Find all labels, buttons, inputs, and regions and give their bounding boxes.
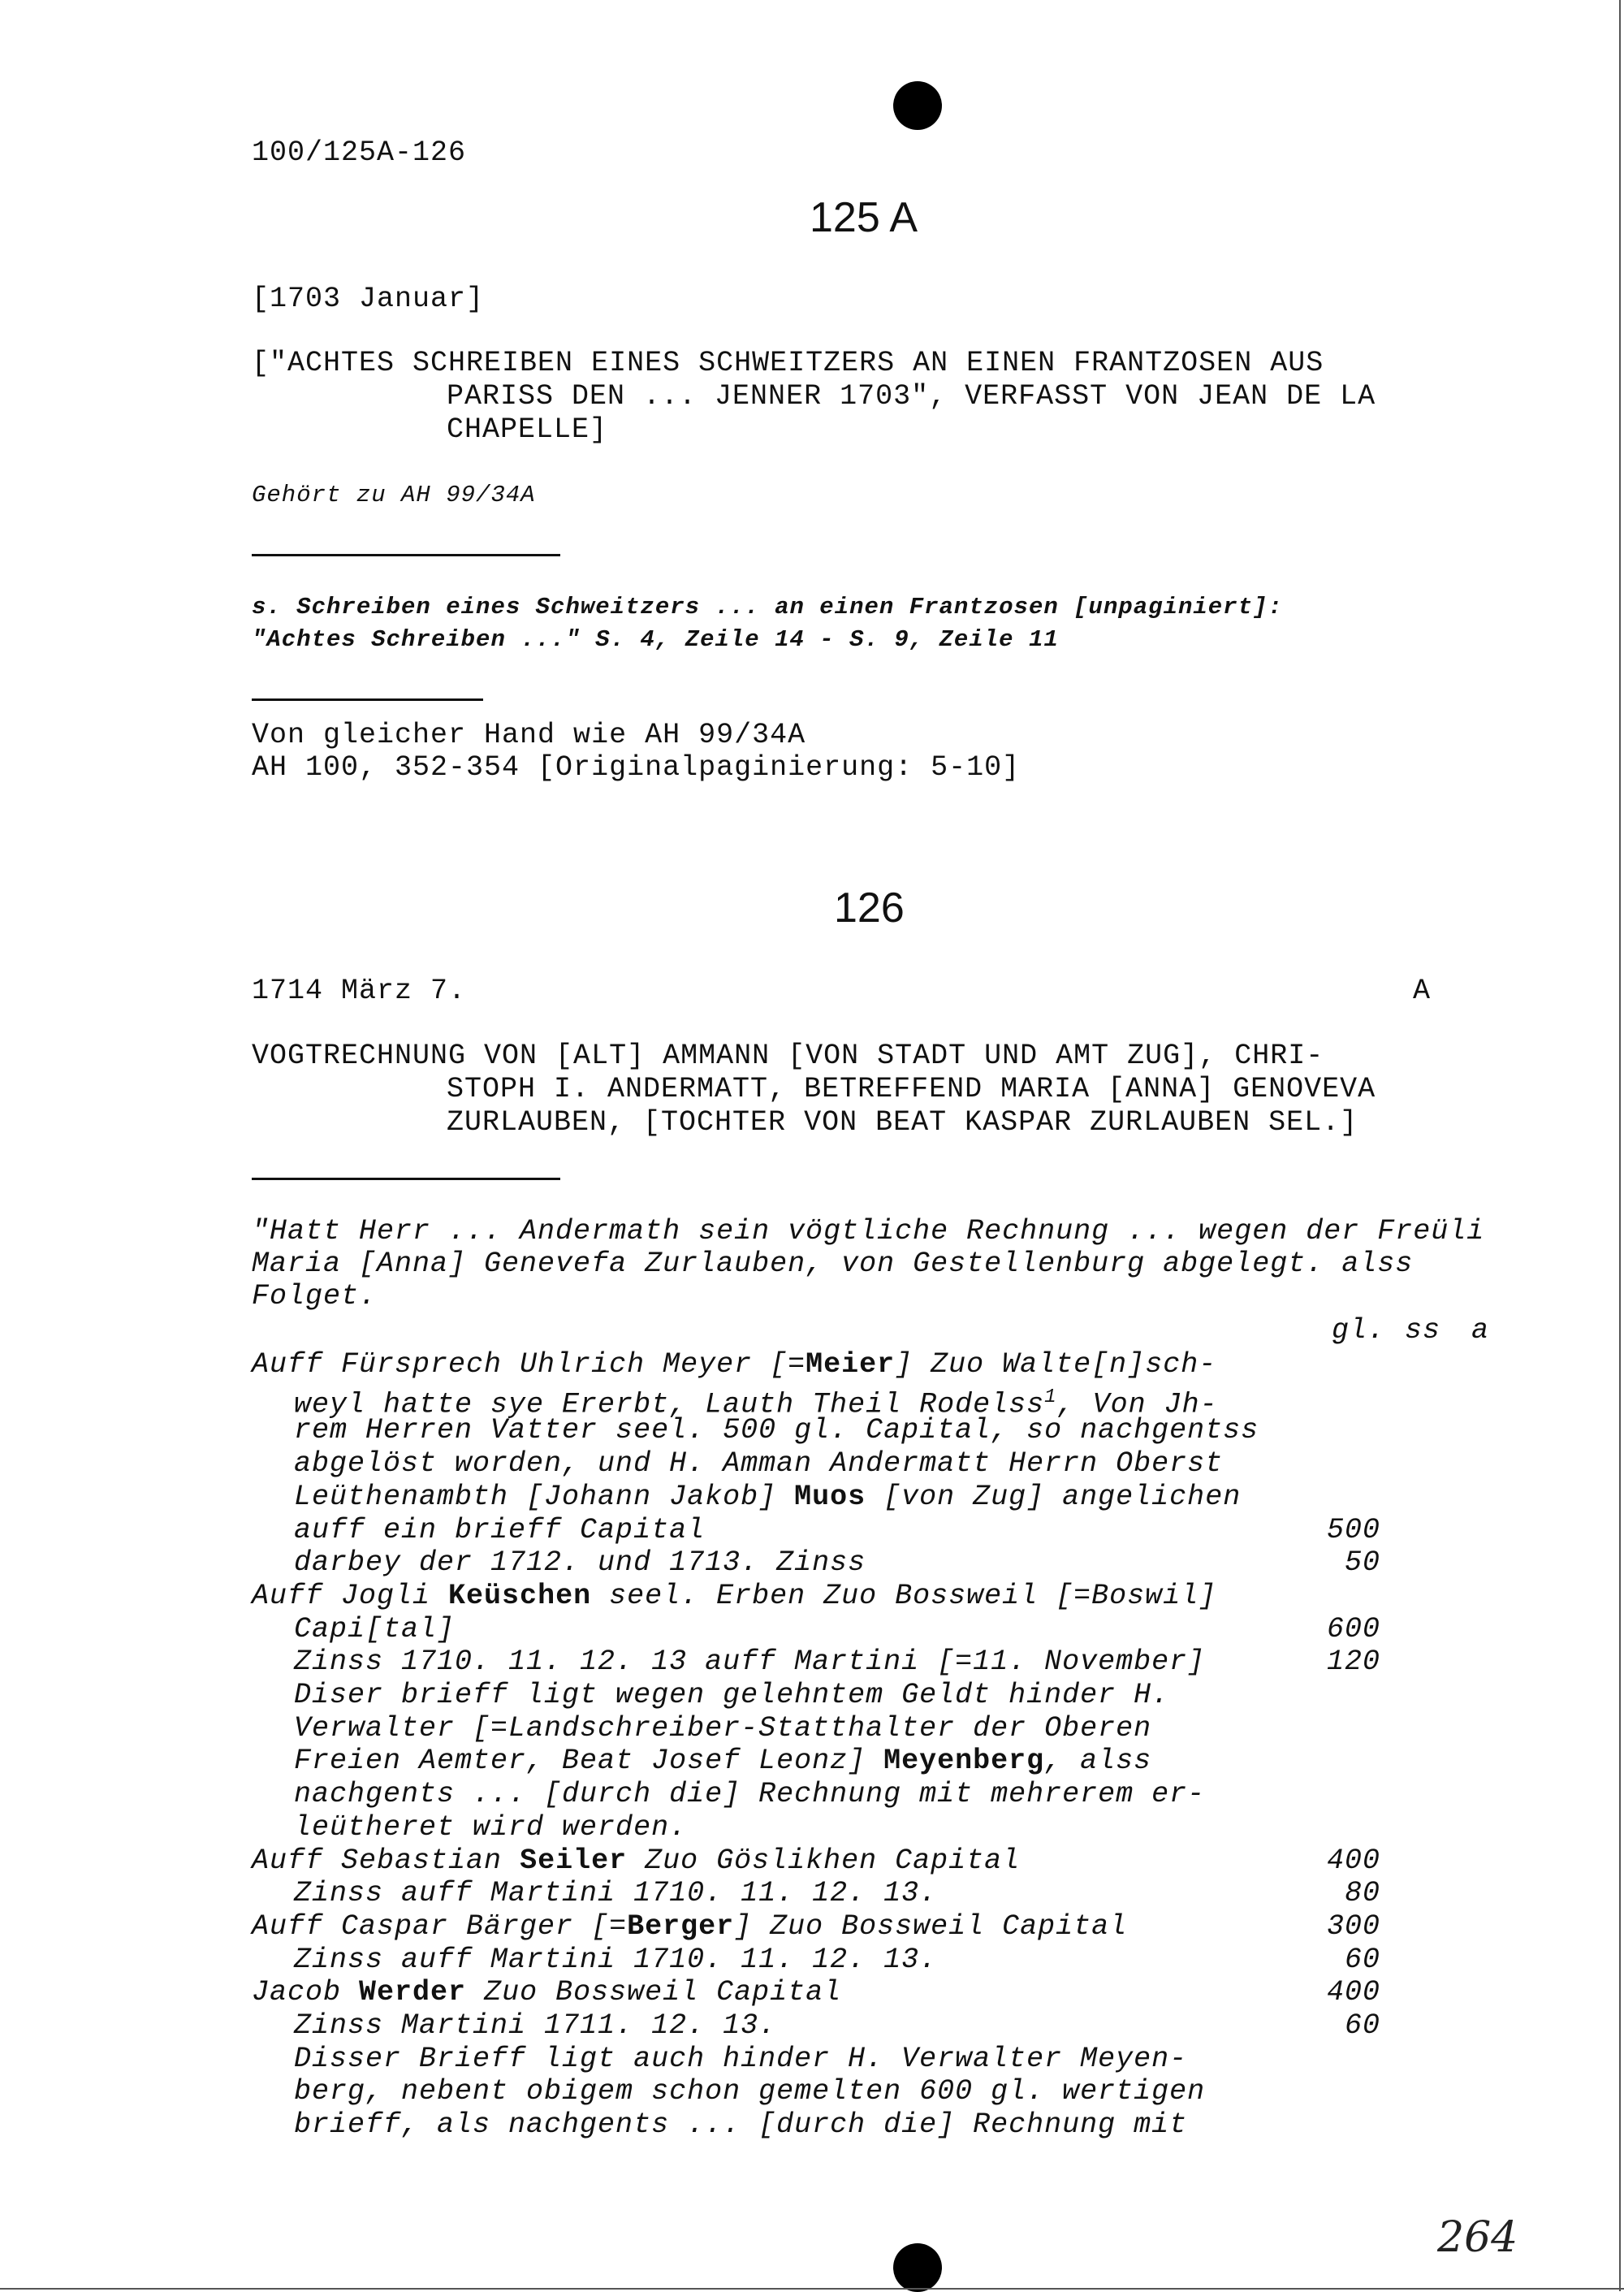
- section-125a-title-line-1: ["ACHTES SCHREIBEN EINES SCHWEITZERS AN EINEN FRANTZOSEN AUS: [252, 347, 1324, 379]
- entry-amount: 400: [1326, 1844, 1380, 1877]
- entry-text: Zinss auff Martini 1710. 11. 12. 13.: [294, 1944, 938, 1976]
- entry-text-after: ] Zuo Walte[n]sch-: [895, 1348, 1217, 1381]
- entry-line: [252, 1910, 1127, 1943]
- section-126-intro-line-1: "Hatt Herr ... Andermath sein vögtliche Rechnung ... wegen der Freüli: [252, 1215, 1485, 1248]
- entry-line: [294, 1546, 866, 1579]
- section-125a-source-line-2: AH 100, 352-354 [Originalpaginierung: 5-10]: [252, 751, 1021, 784]
- entry-line: [294, 1481, 1241, 1513]
- entry-text: darbey der 1712. und 1713. Zinss: [294, 1546, 866, 1579]
- entry-line: [294, 1645, 1205, 1678]
- entry-amount: 120: [1326, 1645, 1380, 1678]
- section-125a-belongs-to: Gehört zu AH 99/34A: [252, 482, 536, 508]
- section-126-title-line-1: VOGTRECHNUNG VON [ALT] AMMANN [VON STADT UND AMT ZUG], CHRI-: [252, 1040, 1324, 1072]
- entry-text: Zinss 1710. 11. 12. 13 auff Martini [=11. November]: [294, 1645, 1206, 1678]
- entry-line: [294, 1679, 1169, 1711]
- section-125a-heading: 125 A: [810, 194, 918, 241]
- divider-rule: [252, 554, 560, 556]
- entry-text-after: Zuo Göslikhen Capital: [627, 1844, 1021, 1877]
- punch-hole-top: [893, 81, 942, 130]
- entry-line: [252, 1844, 1020, 1877]
- section-125a-note-line-2: "Achtes Schreiben ..." S. 4, Zeile 14 - S. 9, Zeile 11: [252, 626, 1059, 653]
- entry-text: nachgents ... [durch die] Rechnung mit mehrerem er-: [294, 1778, 1206, 1810]
- column-header-gl: gl.: [1332, 1314, 1386, 1347]
- entry-text: Capi[tal]: [294, 1613, 456, 1645]
- entry-text-after: Zuo Bossweil Capital: [466, 1976, 842, 2009]
- entry-text: Auff Sebastian: [252, 1844, 520, 1877]
- entry-line: [294, 1447, 1223, 1480]
- entry-line: [294, 1414, 1259, 1447]
- entry-text: rem Herren Vatter seel. 500 gl. Capital, so nachgentss: [294, 1414, 1259, 1447]
- entry-line: [294, 2043, 1187, 2075]
- entry-line: [252, 1976, 841, 2009]
- entry-amount: 600: [1326, 1613, 1380, 1645]
- entry-text: Auff Jogli: [252, 1580, 449, 1612]
- entry-line: [252, 1580, 1216, 1612]
- entry-line: [294, 2075, 1205, 2108]
- entry-line: [294, 1712, 1151, 1745]
- section-125a-source-line-1: Von gleicher Hand wie AH 99/34A: [252, 719, 806, 751]
- section-125a-note-line-1: s. Schreiben eines Schweitzers ... an einen Frantzosen [unpaginiert]:: [252, 594, 1283, 621]
- entry-text: leütheret wird werden.: [294, 1811, 688, 1844]
- section-125a-title-line-2: PARISS DEN ... JENNER 1703", VERFASST VON JEAN DE LA: [447, 380, 1376, 413]
- entry-line: [294, 1944, 937, 1976]
- handwritten-page-number: 264: [1437, 2213, 1518, 2262]
- entry-text: Freien Aemter, Beat Josef Leonz]: [294, 1745, 884, 1777]
- entry-text-after: [von Zug] angelichen: [866, 1481, 1242, 1513]
- entry-text: Zinss auff Martini 1710. 11. 12. 13.: [294, 1877, 938, 1909]
- entry-text: auff ein brieff Capital: [294, 1514, 706, 1546]
- entry-text: Verwalter [=Landschreiber-Statthalter der Oberen: [294, 1712, 1152, 1745]
- entry-amount: 50: [1344, 1546, 1380, 1579]
- entry-text: berg, nebent obigem schon gemelten 600 gl. wertigen: [294, 2075, 1206, 2108]
- entry-name-bold: Werder: [359, 1976, 467, 2009]
- entry-text-after: , Von Jh-: [1056, 1388, 1218, 1421]
- entry-text: Leüthenambth [Johann Jakob]: [294, 1481, 795, 1513]
- bottom-edge-line: [0, 2288, 1624, 2290]
- entry-name-bold: Seiler: [520, 1844, 628, 1877]
- entry-line: [294, 1514, 705, 1546]
- entry-name-bold: Muos: [794, 1481, 866, 1513]
- entry-amount: 400: [1326, 1976, 1380, 2009]
- divider-rule: [252, 1178, 560, 1180]
- entry-amount: 60: [1344, 1944, 1380, 1976]
- entry-name-bold: Meier: [806, 1348, 896, 1381]
- entry-amount: 60: [1344, 2009, 1380, 2042]
- entry-text-after: ] Zuo Bossweil Capital: [734, 1910, 1128, 1943]
- entry-line: [294, 1613, 455, 1645]
- section-126-title-line-2: STOPH I. ANDERMATT, BETREFFEND MARIA [ANNA] GENOVEVA: [447, 1073, 1376, 1105]
- entry-text: Diser brieff ligt wegen gelehntem Geldt hinder H.: [294, 1679, 1170, 1711]
- entry-text-after: , alss: [1044, 1745, 1152, 1777]
- entry-line: [294, 2009, 776, 2042]
- right-edge-line: [1619, 0, 1621, 2291]
- entry-text: weyl hatte sye Ererbt, Lauth Theil Rodelss: [294, 1388, 1045, 1421]
- entry-text: Disser Brieff ligt auch hinder H. Verwalter Meyen-: [294, 2043, 1188, 2075]
- section-126-heading: 126: [834, 884, 905, 932]
- entry-amount: 500: [1326, 1514, 1380, 1546]
- entry-text: Zinss Martini 1711. 12. 13.: [294, 2009, 777, 2042]
- section-125a-title-line-3: CHAPELLE]: [447, 413, 608, 446]
- section-125a-date: [1703 Januar]: [252, 283, 485, 315]
- entry-text: Auff Fürsprech Uhlrich Meyer [=: [252, 1348, 806, 1381]
- entry-text: abgelöst worden, und H. Amman Andermatt Herrn Oberst: [294, 1447, 1224, 1480]
- column-header-ss: ss: [1405, 1314, 1441, 1347]
- entry-line: [294, 1778, 1205, 1810]
- section-126-intro-line-3: Folget.: [252, 1280, 378, 1312]
- punch-hole-bottom: [893, 2243, 942, 2292]
- entry-name-bold: Keüschen: [448, 1580, 592, 1612]
- column-header-a: a: [1471, 1314, 1490, 1347]
- entry-line: [294, 1877, 937, 1909]
- divider-rule: [252, 698, 483, 701]
- entry-amount: 300: [1326, 1910, 1380, 1943]
- entry-line: [294, 2108, 1187, 2141]
- entry-name-bold: Berger: [627, 1910, 735, 1943]
- entry-line: [252, 1348, 1216, 1381]
- entry-text: Auff Caspar Bärger [=: [252, 1910, 628, 1943]
- entry-amount: 80: [1344, 1877, 1380, 1909]
- reference-number: 100/125A-126: [252, 136, 467, 169]
- section-126-letter: A: [1413, 975, 1432, 1007]
- section-126-intro-line-2: Maria [Anna] Genevefa Zurlauben, von Gestellenburg abgelegt. alss: [252, 1248, 1414, 1280]
- entry-line: [294, 1811, 687, 1844]
- entry-text-after: seel. Erben Zuo Bossweil [=Boswil]: [591, 1580, 1217, 1612]
- section-126-date: 1714 März 7.: [252, 975, 467, 1007]
- entry-text: Jacob: [252, 1976, 360, 2009]
- section-126-title-line-3: ZURLAUBEN, [TOCHTER VON BEAT KASPAR ZURLAUBEN SEL.]: [447, 1106, 1358, 1139]
- entry-name-bold: Meyenberg: [883, 1745, 1045, 1777]
- entry-line: [294, 1745, 1151, 1777]
- footnote-marker: 1: [1044, 1386, 1057, 1408]
- entry-text: brieff, als nachgents ... [durch die] Rechnung mit: [294, 2108, 1188, 2141]
